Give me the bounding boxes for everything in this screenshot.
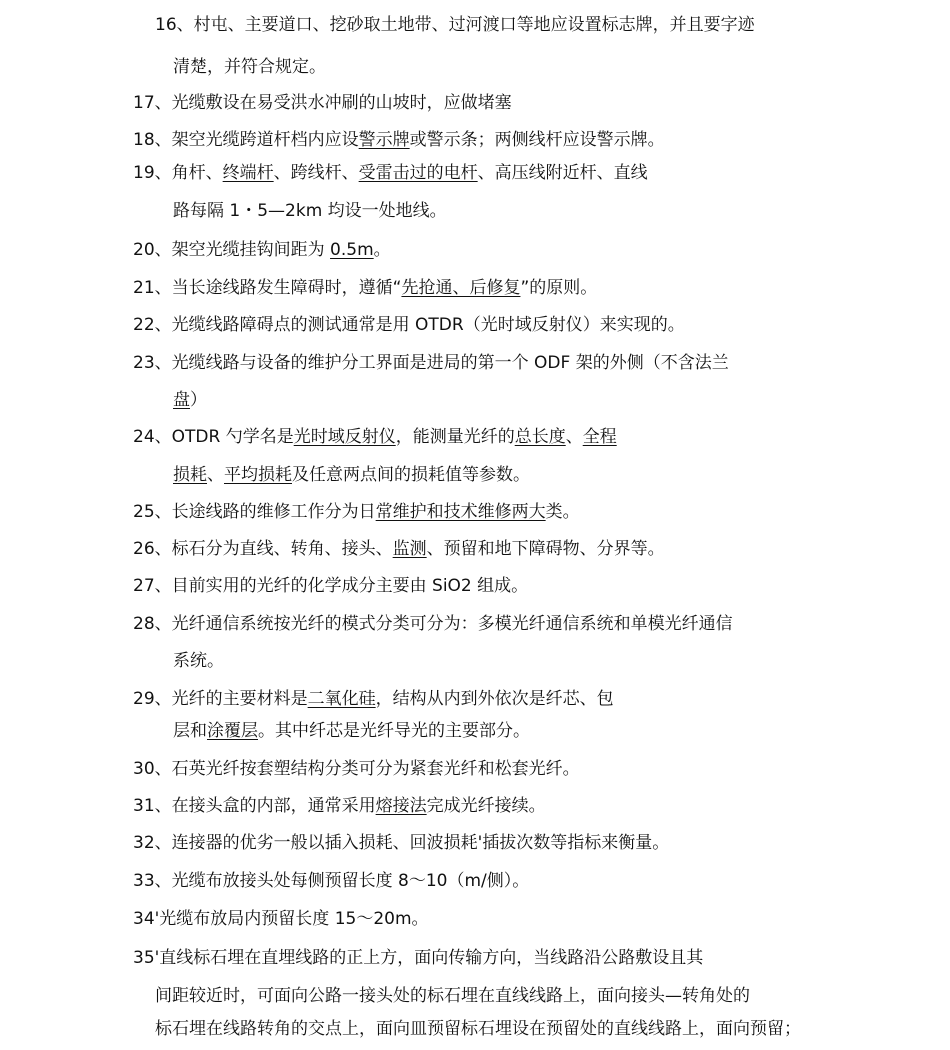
text-segment: 32、连接器的优劣一般以插入损耗、回波损耗'插拔次数等指标来衡量。: [133, 833, 670, 853]
text-line: [133, 129, 665, 151]
text-line: [133, 239, 391, 261]
text-segment: 间距较近时，可面向公路一接头处的标石埋在直线线路上，面向接头—转角处的: [155, 986, 750, 1006]
text-segment: 34'光缆布放局内预留长度 15～20m。: [133, 909, 429, 929]
text-segment: ”的原则。: [520, 278, 598, 298]
text-line: [155, 14, 755, 36]
text-line: [133, 538, 665, 560]
underlined-term: 涂覆层: [207, 721, 258, 741]
text-line: [173, 720, 530, 742]
text-segment: 类。: [545, 502, 580, 522]
text-segment: ，结构从内到外依次是纤芯、包: [375, 689, 614, 709]
underlined-term: 熔接法: [375, 796, 427, 816]
text-line: [173, 464, 530, 486]
underlined-term: 警示牌: [358, 130, 410, 150]
text-segment: ，能测量光纤的: [395, 427, 515, 447]
text-line: [133, 426, 617, 448]
text-line: [133, 352, 729, 374]
text-line: [173, 389, 207, 411]
text-line: [133, 947, 703, 969]
text-line: [173, 56, 326, 78]
text-line: [133, 758, 580, 780]
underlined-term: 损耗: [173, 465, 207, 485]
text-segment: 。其中纤芯是光纤导光的主要部分。: [258, 721, 530, 741]
text-segment: 、: [565, 427, 583, 447]
text-line: [155, 985, 750, 1007]
text-segment: 路每隔 1・5—2km 均设一处地线。: [173, 201, 447, 221]
underlined-term: 0.5m: [330, 240, 374, 260]
text-line: [133, 688, 614, 710]
underlined-term: 终端杆: [222, 163, 274, 183]
underlined-term: 受雷击过的电杆: [358, 163, 478, 183]
text-segment: 24、OTDR 勺学名是: [133, 427, 294, 447]
text-segment: 23、光缆线路与设备的维护分工界面是进局的第一个 ODF 架的外侧（不含法兰: [133, 353, 729, 373]
text-segment: 、跨线杆、: [273, 163, 359, 183]
text-segment: 20、架空光缆挂钩间距为: [133, 240, 331, 260]
text-segment: 19、角杆、: [133, 163, 223, 183]
text-line: [133, 277, 597, 299]
text-line: [133, 832, 669, 854]
text-segment: 28、光纤通信系统按光纤的模式分类可分为：多模光纤通信系统和单模光纤通信: [133, 614, 733, 634]
underlined-term: 二氧化硅: [307, 689, 376, 709]
underlined-term: 总长度: [514, 427, 566, 447]
text-line: [133, 501, 580, 523]
text-segment: 26、标石分为直线、转角、接头、: [133, 539, 393, 559]
text-segment: 21、当长途线路发生障碍时，遵循“: [133, 278, 402, 298]
text-segment: 18、架空光缆跨道杆档内应设: [133, 130, 359, 150]
text-segment: 31、在接头盒的内部，通常采用: [133, 796, 376, 816]
text-segment: 层和: [173, 721, 207, 741]
text-line: [133, 575, 528, 597]
underlined-term: 先抢通、后修复: [401, 278, 521, 298]
underlined-term: 全程: [582, 427, 617, 447]
underlined-term: 光时域反射仪: [293, 427, 396, 447]
text-segment: 。: [373, 240, 391, 260]
text-segment: 29、光纤的主要材料是: [133, 689, 308, 709]
text-segment: 16、村屯、主要道口、挖砂取土地带、过河渡口等地应设置标志牌，并且要字迹: [155, 15, 755, 35]
text-segment: 或警示条；两侧线杆应设警示牌。: [409, 130, 665, 150]
text-segment: ）: [190, 390, 207, 410]
text-segment: 25、长途线路的维修工作分为日: [133, 502, 376, 522]
underlined-term: 常维护和技术维修两大: [375, 502, 546, 522]
text-line: [133, 613, 733, 635]
text-segment: 22、光缆线路障碍点的测试通常是用 OTDR（光时域反射仪）来实现的。: [133, 315, 685, 335]
text-segment: 30、石英光纤按套塑结构分类可分为紧套光纤和松套光纤。: [133, 759, 580, 779]
text-segment: 35'直线标石埋在直埋线路的正上方，面向传输方向，当线路沿公路敷设且其: [133, 948, 704, 968]
text-segment: 、高压线附近杆、直线: [477, 163, 648, 183]
text-line: [173, 650, 224, 672]
underlined-term: 监测: [392, 539, 427, 559]
text-segment: 17、光缆敷设在易受洪水冲刷的山坡时，应做堵塞: [133, 93, 512, 113]
text-segment: 、: [207, 465, 224, 485]
text-segment: 系统。: [173, 651, 224, 671]
text-segment: 标石埋在线路转角的交点上，面向皿预留标石埋设在预留处的直线线路上，面向预留；: [155, 1019, 801, 1039]
text-segment: 33、光缆布放接头处每侧预留长度 8～10（m/侧）。: [133, 871, 530, 891]
text-segment: 及任意两点间的损耗值等参数。: [292, 465, 530, 485]
text-segment: 、预留和地下障碍物、分界等。: [426, 539, 665, 559]
text-segment: 27、目前实用的光纤的化学成分主要由 SiO2 组成。: [133, 576, 529, 596]
text-line: [133, 795, 546, 817]
text-line: [133, 908, 429, 930]
text-line: [133, 314, 685, 336]
text-line: [133, 92, 512, 114]
text-line: [133, 870, 529, 892]
text-line: [155, 1018, 801, 1040]
text-segment: 清楚，并符合规定。: [173, 57, 326, 77]
underlined-term: 平均损耗: [224, 465, 292, 485]
text-segment: 完成光纤接续。: [426, 796, 546, 816]
text-line: [133, 162, 648, 184]
text-line: [173, 200, 447, 222]
underlined-term: 盘: [173, 390, 190, 410]
